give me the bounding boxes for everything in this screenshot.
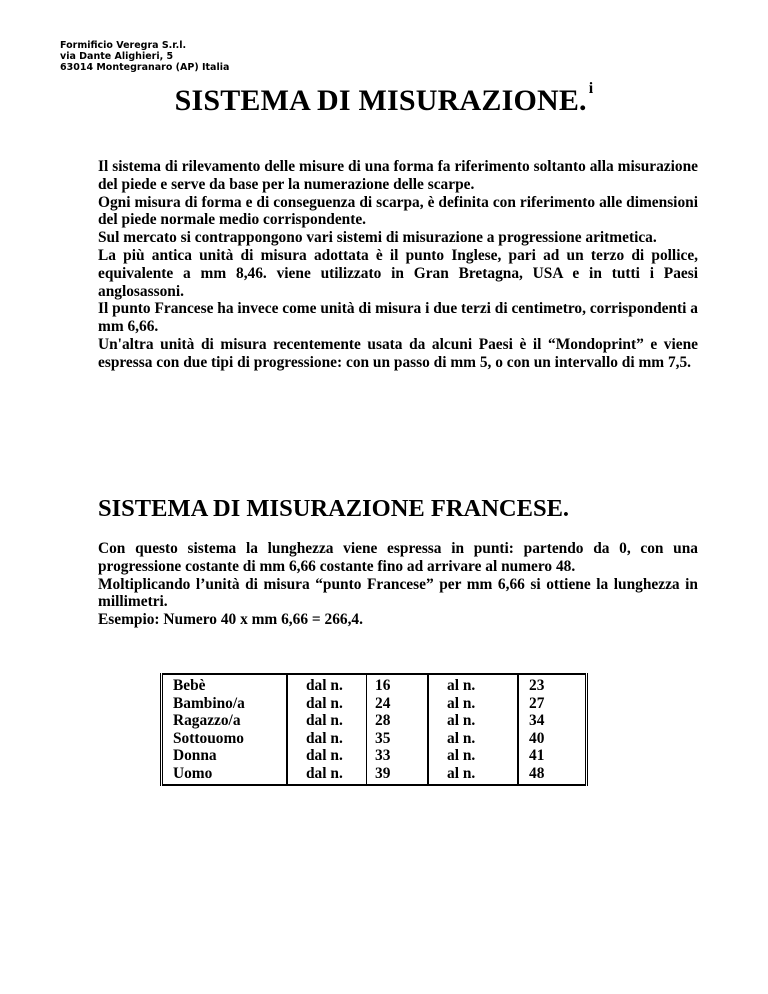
page-title-text: SISTEMA DI MISURAZIONE. bbox=[174, 84, 587, 117]
to-number-cell: 23 bbox=[518, 674, 587, 695]
from-number-cell: 35 bbox=[367, 730, 429, 748]
to-number-cell: 34 bbox=[518, 712, 587, 730]
to-number-cell: 41 bbox=[518, 747, 587, 765]
page-title bbox=[0, 80, 768, 118]
size-category-cell: Bambino/a bbox=[162, 695, 288, 713]
intro-paragraph: Un'altra unità di misura recentemente usata da alcuni Paesi è il “Mondoprint” e viene espressa con due tipi di progressione: con un passo di mm 5, o con un intervallo di mm 7,5. bbox=[98, 335, 698, 371]
intro-paragraph: Ogni misura di forma e di conseguenza di scarpa, è definita con riferimento alle dimensioni del piede normale medio corrispondente. bbox=[98, 193, 698, 229]
intro-paragraph: Il punto Francese ha invece come unità di misura i due terzi di centimetro, corrispondenti a mm 6,66. bbox=[98, 300, 698, 336]
size-category-cell: Ragazzo/a bbox=[162, 712, 288, 730]
from-number-cell: 39 bbox=[367, 765, 429, 786]
intro-paragraph: Sul mercato si contrappongono vari sistemi di misurazione a progressione aritmetica. bbox=[98, 229, 657, 247]
to-label-cell: al n. bbox=[428, 695, 518, 713]
table-row bbox=[162, 674, 587, 695]
from-number-cell: 16 bbox=[367, 674, 429, 695]
to-number-cell: 48 bbox=[518, 765, 587, 786]
from-label-cell: dal n. bbox=[306, 712, 343, 729]
table-row bbox=[162, 730, 587, 748]
intro-paragraph: Il sistema di rilevamento delle misure di una forma fa riferimento soltanto alla misurazione del piede e serve da base per la numerazione delle scarpe. bbox=[98, 158, 698, 193]
to-label-cell: al n. bbox=[428, 730, 518, 748]
section-paragraph: Con questo sistema la lunghezza viene espressa in punti: partendo da 0, con una progressione costante di mm 6,66 costante fino ad arrivare al numero 48. bbox=[98, 540, 698, 575]
from-label-cell: dal n. bbox=[306, 729, 343, 747]
table-row bbox=[162, 695, 587, 713]
size-category-cell: Donna bbox=[162, 747, 288, 765]
to-label-cell: al n. bbox=[428, 765, 518, 786]
intro-text bbox=[98, 158, 698, 372]
from-label-cell: dal n. bbox=[287, 674, 367, 695]
to-label-cell: al n. bbox=[428, 712, 518, 730]
section-paragraph: Moltiplicando l’unità di misura “punto Francese” per mm 6,66 si ottiene la lunghezza in millimetri. bbox=[98, 575, 698, 611]
table-row bbox=[162, 747, 587, 765]
from-label-cell: dal n. bbox=[287, 765, 367, 786]
company-street: via Dante Alighieri, 5 bbox=[60, 51, 174, 62]
from-label-cell: dal n. bbox=[306, 747, 343, 764]
size-category-cell: Bebè bbox=[162, 674, 288, 695]
to-label-cell: al n. bbox=[428, 747, 518, 765]
to-number-cell: 27 bbox=[518, 695, 587, 713]
table-row bbox=[162, 765, 587, 786]
to-number-cell: 40 bbox=[518, 730, 587, 748]
from-number-cell: 28 bbox=[367, 712, 429, 730]
from-label-cell: dal n. bbox=[306, 694, 343, 712]
from-number-cell: 24 bbox=[367, 695, 429, 713]
from-number-cell: 33 bbox=[367, 747, 429, 765]
size-category-cell: Uomo bbox=[162, 765, 288, 786]
company-name: Formificio Veregra S.r.l. bbox=[60, 40, 187, 51]
section-text bbox=[98, 540, 698, 629]
company-header bbox=[60, 40, 229, 73]
intro-paragraph: La più antica unità di misura adottata è il punto Inglese, pari ad un terzo di pollice, equivalente a mm 8,46. viene utilizzato in Gran Bretagna, USA e in tutti i Paesi anglosassoni. bbox=[98, 246, 698, 300]
company-city: 63014 Montegranaro (AP) Italia bbox=[60, 62, 230, 73]
to-label-cell: al n. bbox=[428, 674, 518, 695]
section-paragraph: Esempio: Numero 40 x mm 6,66 = 266,4. bbox=[98, 611, 363, 629]
size-range-table bbox=[160, 673, 588, 786]
table-row bbox=[162, 712, 587, 730]
title-footnote-marker: i bbox=[588, 80, 594, 97]
size-category-cell: Sottouomo bbox=[162, 730, 288, 748]
section-title: SISTEMA DI MISURAZIONE FRANCESE. bbox=[98, 495, 570, 522]
